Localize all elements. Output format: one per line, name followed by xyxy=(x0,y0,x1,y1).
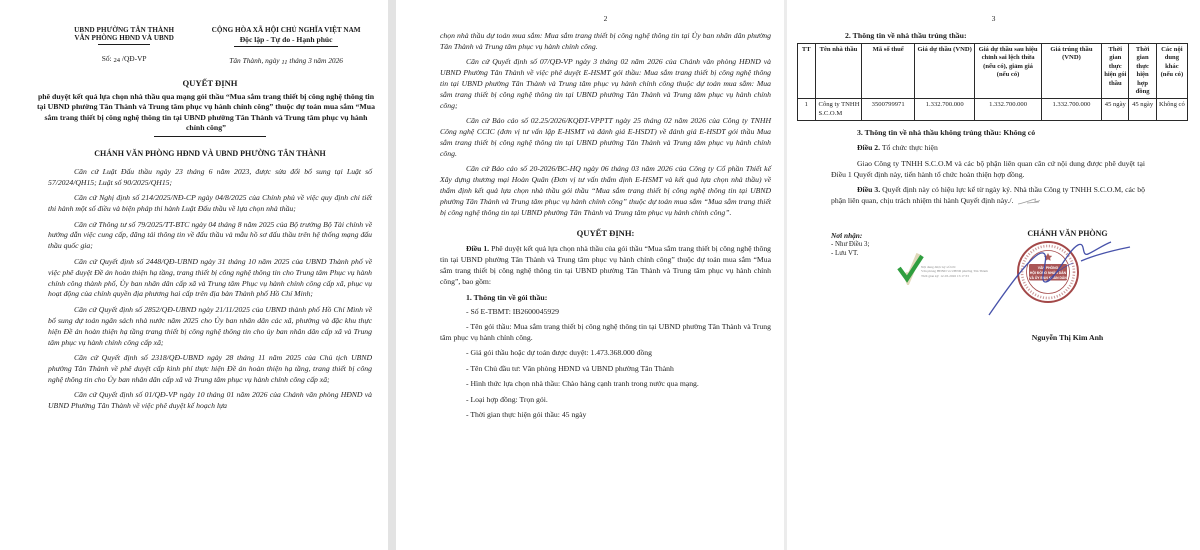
national-motto-block xyxy=(200,26,372,65)
digital-signature-line: Văn phòng HĐND và UBND phường Tân Thành xyxy=(921,269,988,274)
section-3-heading: 3. Thông tin về nhà thầu không trúng thầu: Không có xyxy=(857,128,1036,138)
page-1 xyxy=(0,0,388,550)
section-1-heading: 1. Thông tin về gói thầu: xyxy=(466,292,548,302)
dateline-prefix: Tân Thành, ngày xyxy=(229,55,280,65)
article-2-body: Giao Công ty TNHH S.C.O.M và các bộ phận liên quan căn cứ nội dung được phê duyệt tại Điều 1 Quyết định này, tiến hành tổ chức hoàn thiện hợp đồng. xyxy=(831,158,1145,179)
col-header: Các nội dung khác (nếu có) xyxy=(1156,44,1187,99)
subject-underline xyxy=(154,136,266,137)
cell-bidder-name: Công ty TNHH S.C.O.M xyxy=(815,99,862,121)
cell-tax-code: 3500799971 xyxy=(862,99,915,121)
package-detail: - Tên Chủ đầu tư: Văn phòng HĐND và UBND phường Tân Thành xyxy=(466,363,674,373)
article-2 xyxy=(831,143,1145,154)
cell-bid-price: 1.332.700.000 xyxy=(914,99,974,121)
col-header: Giá trúng thầu (VND) xyxy=(1041,44,1101,99)
page-3 xyxy=(787,0,1200,550)
article-1-text: Phê duyệt kết quả lựa chọn nhà thầu của gói thầu “Mua sắm trang thiết bị công nghệ thông tin tại UBND phường Tân Thành và Trung tâm phục vụ hành chính công” thuộc dự toán mua sắm “Mua sắm trang thiết bị công nghệ thông tin tại UBND phường Tân Thành và Trung tâm phục vụ hành chính công”, bao gồm: xyxy=(440,244,772,286)
signature-area xyxy=(787,217,1200,407)
article-3-label: Điều 3. xyxy=(857,184,881,194)
article-1-label: Điều 1. xyxy=(466,244,490,253)
col-header: Thời gian thực hiện hợp đồng xyxy=(1129,44,1156,99)
doc-number-prefix: Số: xyxy=(101,53,112,63)
national-motto: Độc lập - Tự do - Hạnh phúc xyxy=(239,35,333,44)
recital-paragraph: Căn cứ Quyết định số 2448/QĐ-UBND ngày 31 tháng 10 năm 2025 của UBND Thành phố về việc phê duyệt Đề án hoàn thiện hạ tầng, trang thiết bị công nghệ thông tin cho Trung tâm Phục vụ hành chính công thành phố, Ủy ban nhân dân cấp xã và Trung tâm Phục vụ hành chính công cấp xã, phục vụ hoạt động của chính quyền địa phương hai cấp trên địa bàn Thành phố Hồ Chí Minh; xyxy=(48,256,372,299)
recital-paragraph: Căn cứ Báo cáo số 02.25/2026/KQĐT-VPPTT ngày 25 tháng 02 năm 2026 của Công ty TNHH Công nghệ CCIC (đơn vị tư vấn lập E-HSMT và đánh giá E-HSDT) về đánh giá E-HSDT gói thầu Mua sắm trang thiết bị công nghệ thông tin tại UBND phường Tân Thành và Trung tâm phục vụ hành chính công. xyxy=(440,116,771,159)
recital-paragraph: Căn cứ Luật Đấu thầu ngày 23 tháng 6 năm 2023, được sửa đổi bổ sung tại Luật số 57/2024/QH15; Luật số 90/2025/QH15; xyxy=(48,166,372,187)
col-header: Giá dự thầu (VND) xyxy=(914,44,974,99)
document-number xyxy=(48,54,200,63)
recipients-label: Nơi nhận: xyxy=(831,230,863,240)
decision-heading: QUYẾT ĐỊNH: xyxy=(576,228,635,238)
section-2-heading: 2. Thông tin về nhà thầu trúng thầu: xyxy=(845,31,967,40)
handwritten-signature xyxy=(983,225,1133,325)
national-title: CỘNG HÒA XÃ HỘI CHỦ NGHĨA VIỆT NAM xyxy=(211,26,361,34)
signer-title: CHÁNH VĂN PHÒNG xyxy=(1027,228,1108,238)
recital-paragraph: Căn cứ Quyết định số 07/QĐ-VP ngày 3 tháng 02 năm 2026 của Chánh văn phòng HĐND và UBND Phường Tân Thành về việc phê duyệt E-HSMT gói thầu: Mua sắm trang thiết bị công nghệ thông tin tại UBND phường Tân Thành và Trung tâm phục vụ hành chính công thuộc dự toán mua sắm: Mua sắm trang thiết bị công nghệ thông tin tại UBND phường Tân Thành và Trung tâm phục vụ hành chính công; xyxy=(440,57,771,110)
package-detail: - Loại hợp đồng: Trọn gói. xyxy=(466,394,548,404)
col-header: Tên nhà thầu xyxy=(815,44,862,99)
handwritten-initials-mark xyxy=(1017,197,1041,206)
issuing-org-block xyxy=(48,26,200,65)
org-parent: UBND PHƯỜNG TÂN THÀNH xyxy=(74,26,175,34)
recital-paragraph: chọn nhà thầu dự toán mua sắm: Mua sắm trang thiết bị công nghệ thông tin tại Ủy ban nhân dân phường Tân Thành và Trung tâm phục vụ hành chính công. xyxy=(440,31,771,51)
recital-paragraph: Căn cứ Thông tư số 79/2025/TT-BTC ngày 04 tháng 8 năm 2025 của Bộ trưởng Bộ Tài chính về hướng dẫn việc cung cấp, đăng tải thông tin về đấu thầu và mẫu hồ sơ đấu thầu trên hệ thống mạng đấu thầu quốc gia; xyxy=(48,219,372,251)
article-2-label: Điều 2. xyxy=(857,143,881,153)
table-row xyxy=(798,99,1188,121)
page-number: 2 xyxy=(603,14,608,23)
cell-package-duration: 45 ngày xyxy=(1102,99,1129,121)
table-header-row xyxy=(798,44,1188,99)
stamp-text-line: HỘI ĐỒNG NHÂN DÂN xyxy=(1029,270,1067,275)
recital-paragraph: Căn cứ Quyết định số 01/QĐ-VP ngày 10 tháng 01 năm 2026 của Chánh văn phòng HĐND và UBND Phường Tân Thành về việc phê duyệt kế hoạch lựa xyxy=(48,390,372,411)
signer-name: Nguyễn Thị Kim Anh xyxy=(1031,332,1104,342)
doc-number-value: 24 xyxy=(113,56,121,64)
dateline-day: 11 xyxy=(281,58,288,66)
document-subject: phê duyệt kết quả lựa chọn nhà thầu qua mạng gói thầu “Mua sắm trang thiết bị công nghệ thông tin tại UBND phường Tân Thành và Trung tâm phục vụ hành chính công” thuộc dự toán mua sắm “Mua sắm trang thiết bị công nghệ thông tin tại UBND phường Tân Thành và Trung tâm phục vụ hành chính công” xyxy=(36,91,376,133)
recital-paragraph: Căn cứ Nghị định số 214/2025/NĐ-CP ngày 04/8/2025 của Chính phủ về việc quy định chi tiết thi hành một số điều và biện pháp thi hành Luật Đấu thầu về lựa chọn nhà thầu; xyxy=(48,193,372,214)
stamp-text-line: VĂN PHÒNG xyxy=(1037,265,1059,270)
package-detail: - Tên gói thầu: Mua sắm trang thiết bị công nghệ thông tin tại UBND phường Tân Thành và Trung tâm phục vụ hành chính công. xyxy=(440,322,771,342)
article-1 xyxy=(440,244,771,288)
recipient-item: - Lưu VT. xyxy=(831,250,859,258)
recital-paragraph: Căn cứ Quyết định số 2318/QĐ-UBND ngày 28 tháng 11 năm 2025 của Chủ tịch UBND phường Tân Thành về phê duyệt cấp kinh phí thực hiện Đề án hoàn thiện hạ tầng, trang thiết bị công nghệ thông tin cho Ủy ban nhân dân cấp xã và Trung tâm phục vụ hành chính công cấp xã; xyxy=(48,352,372,384)
digital-signature-line: Thời gian ký: 12-03-2026 15:17:33 xyxy=(921,273,969,278)
package-detail: - Thời gian thực hiện gói thầu: 45 ngày xyxy=(466,409,587,419)
page1-header xyxy=(48,26,372,65)
org-underline xyxy=(98,44,150,45)
recipient-item: - Như Điều 3; xyxy=(831,240,870,248)
cell-other: Không có xyxy=(1156,99,1187,121)
col-header: TT xyxy=(798,44,816,99)
award-table-section xyxy=(787,31,1200,121)
winning-bidder-table xyxy=(797,43,1188,121)
issuing-authority: CHÁNH VĂN PHÒNG HĐND VÀ UBND PHƯỜNG TÂN THÀNH xyxy=(94,148,326,158)
recitals-section xyxy=(48,167,372,412)
page-number: 3 xyxy=(991,14,996,23)
digital-signature-line: Nội dung được ký số bởi: xyxy=(921,264,956,269)
package-detail: - Số E-TBMT: IB2600045929 xyxy=(466,306,559,316)
page-2 xyxy=(396,0,784,550)
recital-paragraph: Căn cứ Báo cáo số 20-2026/BC-HQ ngày 06 tháng 03 năm 2026 của Công ty Cổ phần Thiết kế Xây dựng thương mại Hoàn Quân (Đơn vị tư vấn thẩm định E-HSMT và kết quả lựa chọn nhà thầu) về thẩm định kết quả lựa chọn nhà thầu gói thầu “Mua sắm trang thiết bị công nghệ thông tin tại UBND phường Tân Thành và Trung tâm phục vụ hành chính công” thuộc dự toán mua sắm “Mua sắm trang thiết bị công nghệ thông tin tại UBND phường Tân Thành và Trung tâm phục vụ hành chính công”. xyxy=(440,164,771,218)
doc-number-suffix: /QĐ-VP xyxy=(121,53,147,63)
package-detail: - Hình thức lựa chọn nhà thầu: Chào hàng cạnh tranh trong nước qua mạng. xyxy=(466,379,699,389)
dateline-suffix: tháng 3 năm 2026 xyxy=(289,55,343,65)
motto-underline xyxy=(234,46,338,47)
col-header: Giá dự thầu sau hiệu chỉnh sai lệch thừa (nếu có), giảm giá (nếu có) xyxy=(975,44,1041,99)
stamp-text-line: VÀ ỦY BAN NHÂN DÂN xyxy=(1029,275,1067,280)
page-gap xyxy=(388,0,396,550)
cell-corrected-price: 1.332.700.000 xyxy=(975,99,1041,121)
recital-paragraph: Căn cứ Quyết định số 2852/QĐ-UBND ngày 21/11/2025 của UBND thành phố Hồ Chí Minh về bổ sung dự toán ngân sách nhà nước năm 2025 cho Ủy ban nhân dân các xã, phường và đặc khu thực hiện Đề án hoàn thiện hạ tầng trang thiết bị công nghệ thông tin cho ủy ban nhân dân cấp xã và Trung tâm phục vụ hành chính công cấp xã; xyxy=(48,304,372,347)
article-3 xyxy=(831,185,1145,207)
article-3-text: Quyết định này có hiệu lực kể từ ngày ký. Nhà thầu Công ty TNHH S.C.O.M, các bộ phận liên quan, chịu trách nhiệm thi hành Quyết định này./. xyxy=(831,184,1145,205)
org-office: VĂN PHÒNG HĐND VÀ UBND xyxy=(74,34,174,42)
article-2-title: Tổ chức thực hiện xyxy=(881,143,938,153)
cell-award-price: 1.332.700.000 xyxy=(1041,99,1101,121)
cell-contract-duration: 45 ngày xyxy=(1129,99,1156,121)
cell-tt: 1 xyxy=(798,99,816,121)
col-header: Mã số thuế xyxy=(862,44,915,99)
handwritten-signature-icon xyxy=(983,225,1133,320)
package-detail: - Giá gói thầu hoặc dự toán được duyệt: 1.473.368.000 đồng xyxy=(466,348,652,358)
col-header: Thời gian thực hiện gói thầu xyxy=(1102,44,1129,99)
page3-body xyxy=(787,128,1200,207)
document-title: QUYẾT ĐỊNH xyxy=(182,77,238,88)
dateline xyxy=(200,56,372,65)
